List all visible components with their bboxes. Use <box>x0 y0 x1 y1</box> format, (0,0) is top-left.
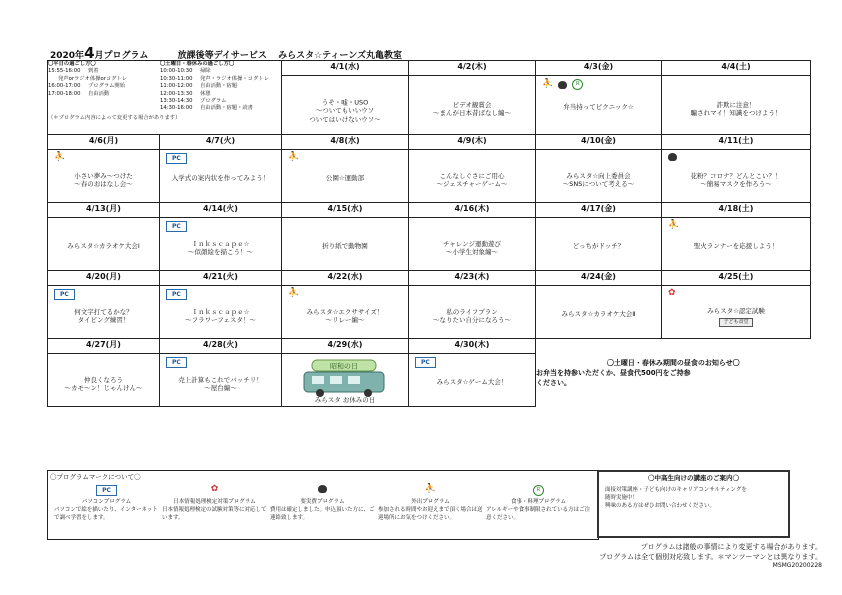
weekday-schedule-item: 16:00-17:00 プログラム開始 <box>48 83 126 90</box>
date-header: 4/1(水) <box>282 61 409 76</box>
program-line: Ｉｎｋｓｃａｐｅ☆ <box>191 239 250 248</box>
program-title <box>411 378 533 386</box>
date-header: 4/6(月) <box>48 135 160 150</box>
day-program-cell <box>409 218 536 271</box>
program-icons <box>166 357 187 368</box>
footer-code: MSMG20200228 <box>772 562 822 569</box>
lunch-notice-line2: ください。 <box>536 378 571 387</box>
page-header <box>50 44 810 60</box>
fee-bag-icon <box>558 81 567 89</box>
day-program-cell <box>662 218 811 271</box>
legend-label: 要実費プログラム <box>300 499 345 505</box>
cooking-icon: R <box>572 79 583 90</box>
lunch-notice <box>536 339 811 407</box>
day-program-cell <box>282 218 409 271</box>
pc-icon: PC <box>96 485 117 496</box>
day-program-cell <box>409 76 536 135</box>
highschool-title: 〇中高生向けの講座のご案内〇 <box>648 474 739 482</box>
program-line: みらスタ☆ゲーム大会！ <box>436 377 508 386</box>
program-line: 騙されマイ！知識をつけよう！ <box>690 109 782 118</box>
header-month: 4 <box>84 44 95 62</box>
program-line: ～屋台編～ <box>204 384 237 393</box>
program-title <box>50 308 157 325</box>
program-icons <box>288 289 299 298</box>
program-line: ～ジェスチャーゲーム～ <box>436 180 508 189</box>
program-title <box>411 172 533 189</box>
program-mark-legend <box>47 470 599 540</box>
legend-label: 外出プログラム <box>411 499 450 505</box>
day-program-cell <box>48 150 160 203</box>
highschool-course-box <box>597 470 790 538</box>
program-line: みらスタ☆向上委員会 <box>566 171 631 180</box>
program-title <box>284 308 406 325</box>
lunch-notice-line1: お弁当を持参いただくか、昼食代500円をご持参 <box>536 368 691 377</box>
date-header: 4/3(金) <box>536 61 662 76</box>
week-content-row <box>48 286 811 339</box>
weekday-schedule-item: 17:00-18:00 自由活動 <box>48 90 110 97</box>
certification-mark-icon: ✿ <box>210 484 219 494</box>
day-program-cell <box>282 76 409 135</box>
legend-description: アレルギーや食事制限されている方はご注意ください。 <box>486 507 591 521</box>
date-header: 4/8(水) <box>282 135 409 150</box>
holiday-schedule-item: 11:00-12:00 自由活動・宿題 <box>160 83 238 90</box>
program-title <box>162 376 279 393</box>
date-header: 4/11(土) <box>662 135 811 150</box>
legend-item <box>270 485 375 522</box>
legend-description: 日本情報処理検定の試験対策等に対応しています。 <box>162 507 267 521</box>
program-title <box>162 308 279 325</box>
schedule-note: （＊プログラム内容によって変更する場合があります） <box>48 114 181 121</box>
day-program-cell <box>409 286 536 339</box>
calendar-table <box>47 60 811 407</box>
program-title <box>411 308 533 325</box>
program-line: 公園☆運動部 <box>325 173 365 182</box>
running-person-icon: ⛹ <box>54 152 66 162</box>
day-program-cell <box>48 218 160 271</box>
date-header: 4/2(木) <box>409 61 536 76</box>
program-title <box>411 101 533 118</box>
week-date-row <box>48 339 811 354</box>
program-line: どっちがドッチ？ <box>572 241 625 250</box>
program-title <box>50 172 157 189</box>
date-header: 4/22(水) <box>282 271 409 286</box>
day-program-cell <box>536 150 662 203</box>
legend-title: 〇プログラムマークについて〇 <box>50 473 141 481</box>
week-date-row <box>48 61 811 76</box>
date-header: 4/24(金) <box>536 271 662 286</box>
fee-bag-icon <box>318 485 327 493</box>
legend-item <box>162 485 267 522</box>
program-title <box>50 242 157 250</box>
date-header: 4/10(金) <box>536 135 662 150</box>
program-line: 花粉？コロナ？どんとこい？！ <box>690 171 782 180</box>
day-program-cell <box>536 218 662 271</box>
fee-bag-icon <box>668 153 677 161</box>
program-icons <box>668 289 676 298</box>
pc-icon: PC <box>166 153 187 164</box>
program-icons <box>54 289 75 300</box>
footer-note-2: プログラムは全て個別対応致します。＊マンツーマンとは異なります。 <box>599 553 822 561</box>
legend-description: パソコンで絵を描いたり、インターネットで調べ学習をします。 <box>54 507 158 521</box>
running-person-icon: ⛹ <box>542 79 554 89</box>
legend-item <box>378 485 483 522</box>
program-title <box>284 174 406 182</box>
program-title <box>50 376 157 393</box>
legend-description: 費用は確定しました。申込頂いた方に、ご連絡致します。 <box>270 507 375 521</box>
day-program-cell <box>160 354 282 407</box>
program-line: 私のライフプラン <box>446 307 498 316</box>
pc-icon: PC <box>415 357 436 368</box>
holiday-schedule-item: 10:30-11:00 発声・ラジオ体操・コグトレ <box>160 75 269 82</box>
cooking-icon: R <box>533 485 544 496</box>
program-icons <box>288 153 299 162</box>
day-program-cell <box>48 354 160 407</box>
program-line: ～なりたい自分になろう～ <box>433 316 511 325</box>
highschool-line2: 随時実施中！ <box>605 495 639 501</box>
program-icons <box>166 153 187 164</box>
program-line: ビデオ観賞会 <box>452 100 492 109</box>
program-line: みらスタ☆カラオケ大会Ⅱ <box>561 309 636 318</box>
legend-item <box>486 485 591 522</box>
holiday-schedule-item: 13:30-14:30 プログラム <box>160 98 227 105</box>
holiday-bus-illustration <box>290 358 409 400</box>
date-header: 4/13(月) <box>48 203 160 218</box>
holiday-schedule-item: 12:00-13:30 休憩 <box>160 90 211 97</box>
day-program-cell <box>662 286 811 339</box>
program-line: ～SNSについて考える～ <box>562 180 635 189</box>
day-program-cell <box>282 150 409 203</box>
program-line: 入学式の案内状を作ってみよう！ <box>171 173 270 182</box>
highschool-line1: 面接対策講座・子ども向けのキャリアコンサルティングを <box>605 487 747 493</box>
day-program-cell <box>662 76 811 135</box>
week-date-row <box>48 135 811 150</box>
program-line: 小さい夢み～つけた <box>74 171 133 180</box>
program-line: みらスタ☆認定試験 <box>707 307 765 316</box>
program-line: こんなしぐさにご用心 <box>439 171 505 180</box>
program-line: Ｉｎｋｓｃａｐｅ☆ <box>191 307 250 316</box>
program-line: うそ・嘘・USO <box>321 98 369 107</box>
week-date-row <box>48 203 811 218</box>
program-line: 売上計算もこれでバッチリ！ <box>178 375 263 384</box>
date-header: 4/7(火) <box>160 135 282 150</box>
date-header: 4/16(木) <box>409 203 536 218</box>
program-line: ～簡易マスクを作ろう～ <box>700 180 772 189</box>
date-header: 4/17(金) <box>536 203 662 218</box>
day-program-cell <box>282 354 409 407</box>
legend-item <box>54 485 159 522</box>
date-header: 4/29(水) <box>282 339 409 354</box>
date-header: 4/27(月) <box>48 339 160 354</box>
daily-schedule-cell <box>48 61 282 135</box>
program-icons <box>54 153 65 162</box>
header-service: 放課後等デイサービス <box>177 51 267 61</box>
program-title <box>538 172 659 189</box>
pc-icon: PC <box>166 221 187 232</box>
program-title <box>284 99 406 124</box>
header-facility: みらスタ☆ティーンズ丸亀教室 <box>278 51 402 61</box>
program-title <box>538 103 659 111</box>
date-header: 4/15(水) <box>282 203 409 218</box>
weekday-schedule-item: 15:55-16:00 到着 <box>48 68 99 75</box>
day-program-cell <box>536 76 662 135</box>
day-program-cell <box>662 150 811 203</box>
pc-icon: PC <box>54 289 75 300</box>
running-person-icon: ⛹ <box>288 288 300 298</box>
program-icons <box>415 357 436 368</box>
pc-icon: PC <box>166 357 187 368</box>
program-icons <box>166 221 187 232</box>
day-program-cell <box>48 286 160 339</box>
program-line: ～似顔絵を描こう！～ <box>188 248 253 257</box>
weekday-schedule-title: 〇平日の過ごし方〇 <box>48 61 96 67</box>
illustration-caption: 昭和の日 <box>330 362 358 371</box>
program-icons <box>668 153 677 161</box>
legend-label: 日本情報処理検定対策プログラム <box>173 499 256 505</box>
program-icons <box>668 221 679 230</box>
program-title <box>411 240 533 257</box>
kids-cafeteria-badge: 子ども食堂 <box>719 318 752 327</box>
date-header: 4/20(月) <box>48 271 160 286</box>
date-header: 4/18(土) <box>662 203 811 218</box>
holiday-schedule-item: 10:00-10:30 掃除 <box>160 68 211 75</box>
program-title <box>162 174 279 182</box>
weekday-schedule-item: 発声orラジオ体操orコグトレ <box>58 75 128 82</box>
pc-icon: PC <box>166 289 187 300</box>
day-program-cell <box>160 150 282 203</box>
program-title <box>162 240 279 257</box>
program-icons <box>542 79 583 90</box>
program-title <box>664 307 808 327</box>
program-title <box>664 242 808 250</box>
program-line: ～フラワーフェスタ！～ <box>185 316 256 325</box>
program-line: ～カモ～ン！じゃんけん～ <box>64 384 143 393</box>
program-title <box>284 396 406 404</box>
program-line: 何文字打てるかな？ <box>74 307 133 316</box>
program-line: ついてはいけないウソ～ <box>309 115 381 124</box>
program-line: みらスタ お休みの日 <box>314 395 376 404</box>
program-icons <box>166 289 187 300</box>
program-line: ～小学生対象編～ <box>446 248 498 257</box>
program-line: チャレンジ運動遊び <box>443 239 501 248</box>
program-line: 折り紙で動物園 <box>322 241 368 250</box>
day-program-cell <box>409 150 536 203</box>
program-line: タイピング練習！ <box>77 316 130 325</box>
week-content-row <box>48 218 811 271</box>
legend-label: 食事・料理プログラム <box>511 499 566 505</box>
week-date-row <box>48 271 811 286</box>
program-line: ～ついてもいいウソ <box>315 107 375 116</box>
program-line: 聖火ランナーを応援しよう！ <box>693 241 779 250</box>
program-title <box>284 242 406 250</box>
running-person-icon: ⛹ <box>288 152 300 162</box>
running-person-icon: ⛹ <box>668 220 680 230</box>
date-header: 4/21(火) <box>160 271 282 286</box>
header-month-suffix: 月プログラム <box>94 51 149 61</box>
date-header: 4/28(火) <box>160 339 282 354</box>
date-header: 4/9(木) <box>409 135 536 150</box>
date-header: 4/14(火) <box>160 203 282 218</box>
header-year: 2020年 <box>50 51 85 61</box>
legend-label: パソコンプログラム <box>81 499 132 505</box>
highschool-line3: 興味のある方はぜひお問い合わせください。 <box>605 503 716 509</box>
day-program-cell <box>160 218 282 271</box>
holiday-schedule-item: 14:30-16:00 自由活動・宿題・読書 <box>160 105 253 112</box>
date-header: 4/23(木) <box>409 271 536 286</box>
program-line: ～リレー編～ <box>325 316 365 325</box>
running-person-icon: ⛹ <box>424 484 437 494</box>
date-header: 4/4(土) <box>662 61 811 76</box>
program-line: ～まんが日本昔ばなし編～ <box>433 109 511 118</box>
program-line: みらスタ☆エクササイズ！ <box>306 307 384 316</box>
certification-mark-icon: ✿ <box>668 288 676 298</box>
day-program-cell <box>536 286 662 339</box>
date-header: 4/25(土) <box>662 271 811 286</box>
program-title <box>664 172 808 189</box>
program-title <box>538 310 659 318</box>
program-line: みらスタ☆カラオケ大会Ⅰ <box>67 241 140 250</box>
program-line: ～春のおはなし会～ <box>74 180 133 189</box>
date-header: 4/30(木) <box>409 339 536 354</box>
day-program-cell <box>409 354 536 407</box>
week-content-row <box>48 150 811 203</box>
program-title <box>664 101 808 118</box>
day-program-cell <box>160 286 282 339</box>
program-line: 仲良くなろう <box>84 375 123 384</box>
program-line: 弁当持ってピクニック☆ <box>563 102 634 111</box>
holiday-schedule-title: 〇土曜日・春休みの過ごし方〇 <box>160 61 235 67</box>
legend-description: 参加される時間やお迎えまで頂く場合は送迎場所にお気をつけください。 <box>378 507 483 521</box>
program-title <box>538 242 659 250</box>
footer-note-1: プログラムは諸般の事情により変更する場合があります。 <box>640 543 822 551</box>
program-line: 詐欺に注意！ <box>716 100 756 109</box>
lunch-notice-title: 〇土曜日・春休み期間の昼食のお知らせ〇 <box>606 358 740 367</box>
day-program-cell <box>282 286 409 339</box>
